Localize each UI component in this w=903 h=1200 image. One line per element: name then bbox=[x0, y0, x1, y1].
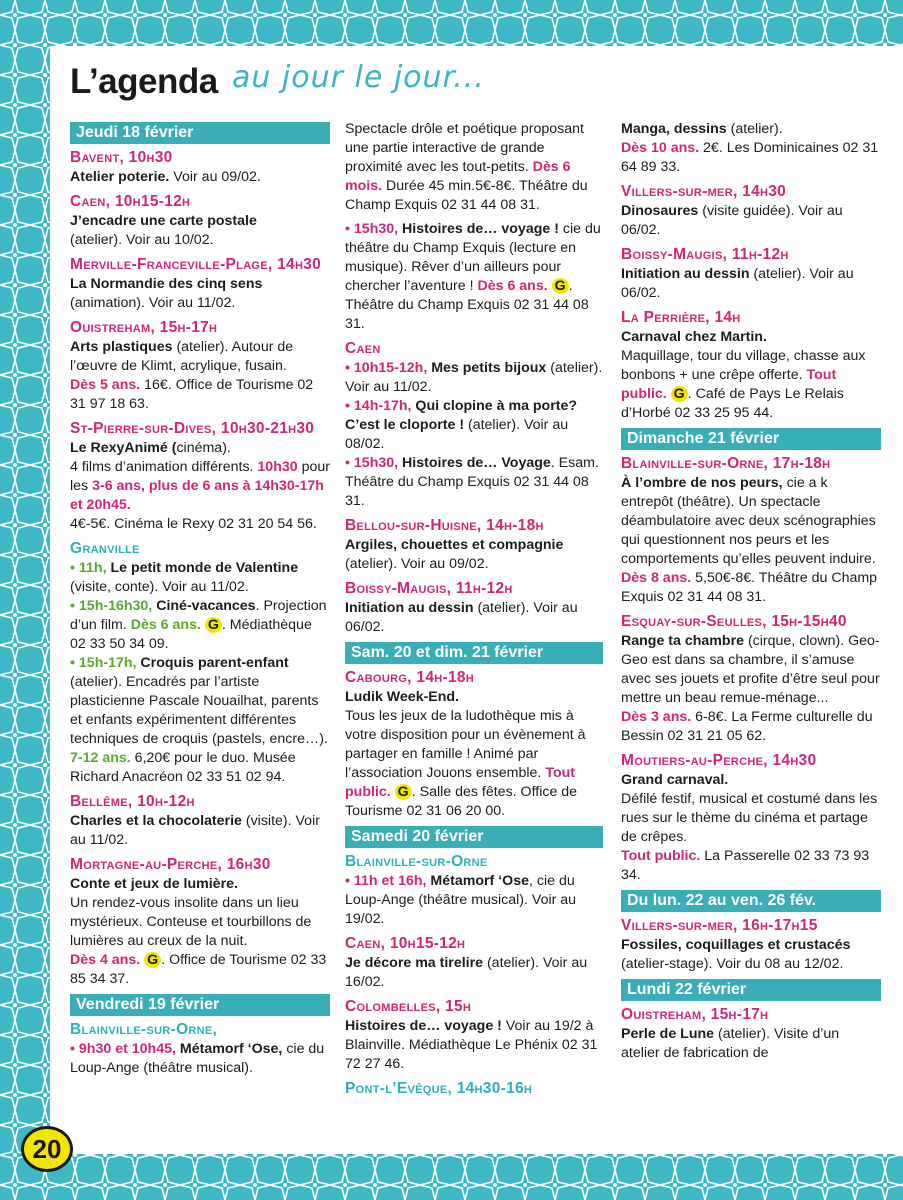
event-age: Dès 6 ans. bbox=[130, 617, 201, 633]
event-age: 3-6 ans, plus de 6 ans à 14h30-17h et 20h45. bbox=[70, 478, 324, 513]
agenda-entry bbox=[345, 934, 603, 992]
agenda-entry bbox=[70, 539, 330, 787]
event-place: Granville bbox=[70, 540, 140, 557]
event-title: Le RexyAnimé ( bbox=[70, 440, 177, 456]
event-text: (atelier). Voir au 11/02. bbox=[345, 360, 603, 395]
event-age: Dès 6 mois. bbox=[345, 159, 571, 194]
event-text: (atelier). Voir au 08/02. bbox=[345, 417, 569, 452]
agenda-title: L’agenda bbox=[70, 62, 218, 101]
event-text: Un rendez-vous insolite dans un lieu mystérieux. Conteuse et tourbillons de lumières au creux de la nuit. bbox=[70, 895, 312, 949]
agenda-entry bbox=[70, 792, 330, 850]
agenda-subtitle: au jour le jour... bbox=[232, 60, 485, 95]
event-age: Tout public. bbox=[621, 848, 701, 864]
event-sub: • 14h-17h, Qui clopine à ma porte? C’est le cloporte ! (atelier). Voir au 08/02. bbox=[345, 398, 578, 452]
event-place: Esquay-sur-Seulles, 15h-15h40 bbox=[621, 613, 847, 630]
event-sub: • 11h, Le petit monde de Valentine (visite, conte). Voir au 11/02. bbox=[70, 560, 299, 595]
event-time: 9h30 et 10h45, bbox=[78, 1041, 176, 1057]
day-heading: Sam. 20 et dim. 21 février bbox=[345, 642, 603, 664]
event-place: Mortagne-au-Perche, 16h30 bbox=[70, 856, 271, 873]
event-time: 11h, bbox=[78, 560, 107, 576]
event-place: Villers-sur-mer, 16h-17h15 bbox=[621, 917, 818, 934]
agenda-entry bbox=[345, 668, 603, 821]
day-heading: Vendredi 19 février bbox=[70, 994, 330, 1016]
free-badge: G bbox=[552, 278, 569, 294]
event-place: Boissy-Maugis, 11h-12h bbox=[621, 246, 789, 263]
free-badge: G bbox=[144, 952, 161, 968]
event-title: Mes petits bijoux bbox=[427, 360, 547, 376]
agenda-entry bbox=[70, 855, 330, 989]
event-text: (visite). Voir au 11/02. bbox=[70, 813, 320, 848]
event-place: Villers-sur-mer, 14h30 bbox=[621, 183, 787, 200]
event-text: (atelier). Voir au 06/02. bbox=[345, 600, 578, 635]
event-text: cie du théâtre du Champ Exquis (lecture en musique). Rêver d’un ailleurs pour chercher l’aventure ! bbox=[345, 221, 601, 294]
event-sub: • 15h-17h, Croquis parent-enfant (atelier). Encadrés par l’artiste plasticienne Pascale Nouailhat, parents et enfants expérimentent différentes techniques de croquis (pastels, encre…). 7-12 ans. 6,20€ pour le duo. Musée Richard Anacréon 02 33 51 02 94. bbox=[70, 655, 328, 785]
agenda-entry bbox=[345, 997, 603, 1074]
event-title: Ludik Week-End. bbox=[345, 689, 460, 705]
event-place: Moutiers-au-Perche, 14h30 bbox=[621, 752, 817, 769]
event-age: Dès 3 ans. bbox=[621, 709, 692, 725]
event-text: (atelier). Autour de l’œuvre de Klimt, acrylique, fusain. bbox=[70, 339, 294, 374]
event-title: Histoires de… voyage ! bbox=[345, 1018, 502, 1034]
event-text: (animation). Voir au 11/02. bbox=[70, 295, 236, 311]
event-info: 6-8€. La Ferme culturelle du Bessin 02 31 21 05 62. bbox=[621, 709, 873, 744]
agenda-entry bbox=[345, 1079, 603, 1099]
event-text: (atelier). Voir au 10/02. bbox=[70, 232, 214, 248]
event-title: À l’ombre de nos peurs, bbox=[621, 475, 783, 491]
event-age: Tout public. bbox=[621, 367, 837, 402]
event-text: cie du Loup-Ange (théâtre musical). bbox=[70, 1041, 325, 1076]
event-title: La Normandie des cinq sens bbox=[70, 276, 263, 292]
agenda-entry bbox=[621, 454, 881, 607]
event-text: Tous les jeux de la ludothèque mis à votre disposition pour un évènement à partager en famille ! Animé par l’association Jouons ensemble. bbox=[345, 708, 586, 781]
event-age: Dès 5 ans. bbox=[70, 377, 141, 393]
day-heading: Jeudi 18 février bbox=[70, 122, 330, 144]
event-info: . Théâtre du Champ Exquis 02 31 44 08 31. bbox=[345, 278, 589, 332]
event-place: La Perrière, 14h bbox=[621, 309, 741, 326]
event-text: Voir au 19/2 à Blainville. Médiathèque Le Phénix 02 31 72 27 46. bbox=[345, 1018, 598, 1072]
event-text: (visite guidée). Voir au 06/02. bbox=[621, 203, 843, 238]
agenda-entry bbox=[70, 192, 330, 250]
event-info: 6,20€ pour le duo. Musée Richard Anacréon 02 33 51 02 94. bbox=[70, 750, 296, 785]
event-info: 2€. Les Dominicaines 02 31 64 89 33. bbox=[621, 140, 879, 175]
event-place: Boissy-Maugis, 11h-12h bbox=[345, 580, 513, 597]
event-title: Le petit monde de Valentine bbox=[106, 560, 299, 576]
agenda-entry: Blainville-sur-Orne, • 9h30 et 10h45, Métamorf ‘Ose, cie du Loup-Ange (théâtre musical). bbox=[70, 1020, 330, 1078]
event-info: . Office de Tourisme 02 33 85 34 37. bbox=[70, 952, 327, 987]
event-place: Cabourg, 14h-18h bbox=[345, 669, 475, 686]
event-title: Charles et la chocolaterie bbox=[70, 813, 242, 829]
event-text: Maquillage, tour du village, chasse aux bonbons + une crêpe offerte. bbox=[621, 348, 866, 383]
event-text: (atelier). Encadrés par l’artiste plasticienne Pascale Nouailhat, parents et enfants expérimentent différentes techniques de croquis (pastels, encre…). bbox=[70, 674, 328, 747]
event-title: Perle de Lune bbox=[621, 1026, 715, 1042]
event-info: 5,50€-8€. Théâtre du Champ Exquis 02 31 44 08 31. bbox=[621, 570, 878, 605]
event-place: Bellême, 10h-12h bbox=[70, 793, 195, 810]
event-time: 10h30 bbox=[257, 459, 298, 475]
event-info: . Médiathèque 02 33 50 34 09. bbox=[70, 617, 312, 652]
free-badge: G bbox=[205, 617, 222, 633]
agenda-entry bbox=[70, 255, 330, 313]
day-heading: Lundi 22 février bbox=[621, 979, 881, 1001]
event-title: Conte et jeux de lumière. bbox=[70, 876, 238, 892]
event-age: Dès 6 ans. bbox=[477, 278, 548, 294]
event-title: Manga, dessins bbox=[621, 121, 727, 137]
event-title: Métamorf ‘Ose, bbox=[175, 1041, 283, 1057]
event-title: Range ta chambre bbox=[621, 633, 744, 649]
event-info: . Salle des fêtes. Office de Tourisme 02 31 06 20 00. bbox=[345, 784, 578, 819]
event-text: Spectacle drôle et poétique proposant une partie interactive de grande proximité avec les tout-petits. bbox=[345, 121, 584, 175]
event-info: La Passerelle 02 33 73 93 34. bbox=[621, 848, 870, 883]
day-heading: Samedi 20 février bbox=[345, 826, 603, 848]
event-text: (cirque, clown). Geo-Geo est dans sa chambre, il s’amuse avec ses jouets et profite d’être seul pour mettre un beau remue-ménage... bbox=[621, 633, 880, 706]
event-place: Blainville-sur-Orne, bbox=[70, 1021, 218, 1038]
event-title: Atelier poterie. bbox=[70, 169, 170, 185]
agenda-entry bbox=[70, 318, 330, 414]
event-title: J’encadre une carte postale bbox=[70, 213, 257, 229]
event-time: 11h et 16h, bbox=[353, 873, 427, 889]
event-title: Argiles, chouettes et compagnie bbox=[345, 537, 564, 553]
event-info: 16€. Office de Tourisme 02 31 97 18 63. bbox=[70, 377, 314, 412]
event-title: Métamorf ‘Ose bbox=[426, 873, 529, 889]
agenda-entry bbox=[621, 916, 881, 974]
event-place: Blainville-sur-Orne, 17h-18h bbox=[621, 455, 831, 472]
event-info: 4€-5€. Cinéma le Rexy 02 31 20 54 56. bbox=[70, 516, 317, 532]
event-text: (atelier). Voir au 06/02. bbox=[621, 266, 854, 301]
event-text: . Esam. Théâtre du Champ Exquis 02 31 44 08 31. bbox=[345, 455, 599, 509]
event-age: Dès 8 ans. bbox=[621, 570, 692, 586]
event-info: . Café de Pays Le Relais d’Horbé 02 33 25 95 44. bbox=[621, 386, 844, 421]
event-text: (atelier). Voir au 16/02. bbox=[345, 955, 588, 990]
event-text: , cie du Loup-Ange (théâtre musical). Voir au 19/02. bbox=[345, 873, 577, 927]
event-age: Dès 4 ans. bbox=[70, 952, 141, 968]
column-2 bbox=[345, 120, 603, 1104]
event-text: 4 films d’animation différents. bbox=[70, 459, 258, 475]
event-place: Ouistreham, 15h-17h bbox=[621, 1006, 769, 1023]
day-heading: Du lun. 22 au ven. 26 fév. bbox=[621, 890, 881, 912]
event-place: Blainville-sur-Orne bbox=[345, 853, 488, 870]
event-sub: • 15h-16h30, Ciné-vacances. Projection d’un film. Dès 6 ans. G . Médiathèque 02 33 50 34 09. bbox=[70, 598, 327, 652]
event-title: Histoires de… Voyage bbox=[398, 455, 551, 471]
event-text: (visite, conte). Voir au 11/02. bbox=[70, 579, 249, 595]
event-text: (atelier-stage). Voir du 08 au 12/02. bbox=[621, 956, 844, 972]
event-title: Dinosaures bbox=[621, 203, 699, 219]
event-place: St-Pierre-sur-Dives, 10h30-21h30 bbox=[70, 420, 315, 437]
day-heading: Dimanche 21 février bbox=[621, 428, 881, 450]
event-place: Merville-Franceville-Plage, 14h30 bbox=[70, 256, 322, 273]
agenda-entry bbox=[70, 419, 330, 534]
column-3 bbox=[621, 120, 881, 1068]
event-place: Caen bbox=[345, 340, 381, 357]
event-time: 15h-16h30, bbox=[78, 598, 153, 614]
event-title: Histoires de… voyage ! bbox=[398, 221, 559, 237]
event-title-suffix: cinéma). bbox=[176, 440, 231, 456]
event-place: Pont-l’Evêque, 14h30-16h bbox=[345, 1080, 533, 1097]
event-text: cie a k entrepôt (théâtre). Un spectacle déambulatoire avec deux scénographies qui questionnent nos peurs et les comportements qu’elles peuvent induire. bbox=[621, 475, 876, 567]
event-title: Arts plastiques bbox=[70, 339, 173, 355]
event-place: Caen, 10h15-12h bbox=[70, 193, 191, 210]
column-1 bbox=[70, 120, 330, 1083]
event-sub: • 15h30, Histoires de… Voyage. Esam. Théâtre du Champ Exquis 02 31 44 08 31. bbox=[345, 455, 599, 509]
event-title: Carnaval chez Martin. bbox=[621, 329, 767, 345]
agenda-entry bbox=[621, 612, 881, 746]
event-title: Initiation au dessin bbox=[345, 600, 474, 616]
agenda-entry bbox=[345, 579, 603, 637]
agenda-entry bbox=[621, 120, 881, 177]
event-time: 14h-17h, bbox=[353, 398, 412, 414]
event-time: 15h30, bbox=[353, 221, 399, 237]
event-age: 7-12 ans. bbox=[70, 750, 131, 766]
event-place: Ouistreham, 15h-17h bbox=[70, 319, 218, 336]
agenda-entry bbox=[345, 120, 603, 215]
agenda-entry bbox=[70, 148, 330, 187]
event-title: Qui clopine à ma porte? C’est le cloporte ! bbox=[345, 398, 578, 433]
event-title: Fossiles, coquillages et crustacés bbox=[621, 937, 851, 953]
event-text: . Projection d’un film. bbox=[70, 598, 327, 633]
agenda-entry: Blainville-sur-Orne • 11h et 16h, Métamorf ‘Ose, cie du Loup-Ange (théâtre musical). Voir au 19/02. bbox=[345, 852, 603, 929]
event-place: Bavent, 10h30 bbox=[70, 149, 173, 166]
event-sub: • 10h15-12h, Mes petits bijoux (atelier). Voir au 11/02. bbox=[345, 360, 603, 395]
event-text: pour les bbox=[70, 459, 330, 494]
free-badge: G bbox=[395, 784, 412, 800]
event-time: 15h30, bbox=[353, 455, 399, 471]
event-text: (atelier). bbox=[726, 121, 783, 137]
agenda-entry: • 15h30, Histoires de… voyage ! cie du théâtre du Champ Exquis (lecture en musique). Rêver d’un ailleurs pour chercher l’aventure ! Dès 6 ans. G . Théâtre du Champ Exquis 02 31 44 08 31. bbox=[345, 221, 601, 332]
event-age: Tout public. bbox=[345, 765, 575, 800]
event-text: Défilé festif, musical et costumé dans les rues sur le thème du cinéma et partage de crêpes. bbox=[621, 791, 878, 845]
event-text: (atelier). Voir au 09/02. bbox=[345, 556, 489, 572]
event-title: Ciné-vacances bbox=[152, 598, 256, 614]
agenda-entry bbox=[621, 1005, 881, 1063]
event-title: Initiation au dessin bbox=[621, 266, 750, 282]
agenda-entry bbox=[621, 245, 881, 303]
agenda-entry bbox=[345, 339, 603, 511]
page-number: 20 bbox=[21, 1126, 73, 1172]
event-time: 15h-17h, bbox=[78, 655, 137, 671]
agenda-entry bbox=[621, 182, 881, 240]
event-title: Je décore ma tirelire bbox=[345, 955, 484, 971]
event-time: 10h15-12h, bbox=[353, 360, 428, 376]
event-age: Dès 10 ans. bbox=[621, 140, 700, 156]
event-title: Grand carnaval. bbox=[621, 772, 729, 788]
agenda-entry bbox=[621, 308, 881, 423]
event-info: Durée 45 min.5€-8€. Théâtre du Champ Exquis 02 31 44 08 31. bbox=[345, 178, 588, 213]
event-text: Voir au 09/02. bbox=[169, 169, 261, 185]
event-text: (atelier). Visite d’un atelier de fabrication de bbox=[621, 1026, 840, 1061]
agenda-entry bbox=[345, 516, 603, 574]
agenda-entry bbox=[621, 751, 881, 885]
free-badge: G bbox=[671, 386, 688, 402]
event-place: Caen, 10h15-12h bbox=[345, 935, 466, 952]
event-place: Colombelles, 15h bbox=[345, 998, 472, 1015]
event-title: Croquis parent-enfant bbox=[136, 655, 289, 671]
event-place: Bellou-sur-Huisne, 14h-18h bbox=[345, 517, 544, 534]
